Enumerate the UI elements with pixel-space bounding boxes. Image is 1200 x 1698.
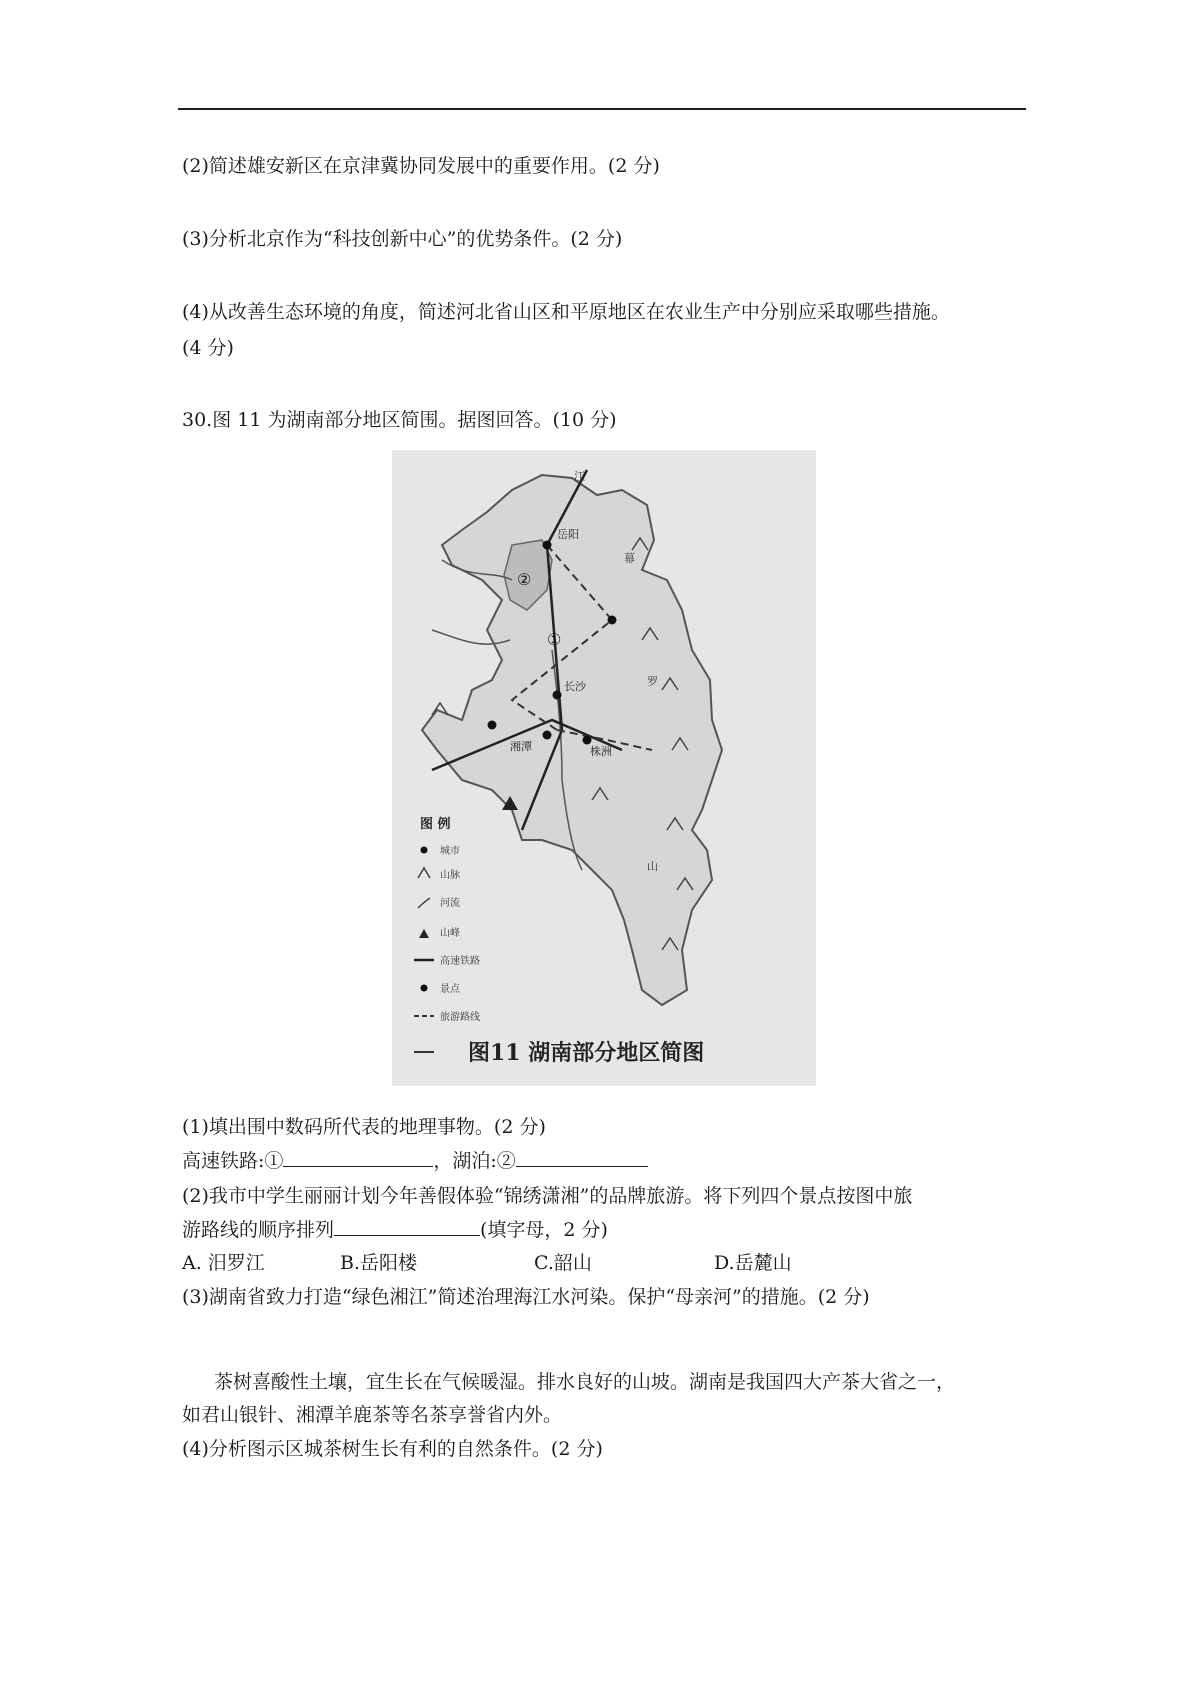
legend-mountain: 山脉 bbox=[440, 870, 460, 881]
answer-blank-3[interactable] bbox=[334, 1217, 480, 1236]
label-shan: 山 bbox=[647, 860, 658, 873]
city-label-yueyang: 岳阳 bbox=[557, 528, 579, 541]
marker-1: ① bbox=[547, 630, 562, 649]
sub-question-1-blanks bbox=[182, 1148, 648, 1173]
option-c: C.韶山 bbox=[534, 1252, 592, 1274]
header-rule bbox=[178, 108, 1026, 110]
city-label-zhuzhou: 株洲 bbox=[590, 745, 612, 758]
legend-river-icon bbox=[418, 898, 430, 908]
label-luo: 罗 bbox=[647, 675, 658, 688]
answer-blank-2[interactable] bbox=[516, 1148, 648, 1167]
q2-prefix: 游路线的顺序排列 bbox=[182, 1219, 335, 1241]
map-svg bbox=[392, 450, 816, 1086]
sub-question-2-line2 bbox=[182, 1217, 608, 1242]
option-d: D.岳麓山 bbox=[714, 1252, 792, 1274]
sub-question-2-line1: (2)我市中学生丽丽计划今年善假体验“锦绣潇湘”的品牌旅游。将下列四个景点按图中旅 bbox=[182, 1185, 913, 1207]
blank1-prefix: 高速铁路:① bbox=[182, 1150, 284, 1172]
label-mu: 幕 bbox=[624, 552, 635, 565]
blank2-prefix: ，湖泊:② bbox=[433, 1150, 516, 1172]
city-label-xiangtan: 湘潭 bbox=[510, 740, 532, 753]
legend-city-icon bbox=[421, 847, 428, 854]
city-dot bbox=[488, 721, 497, 730]
legend-city: 城市 bbox=[440, 846, 460, 857]
city-dot bbox=[543, 541, 552, 550]
city-dot bbox=[608, 616, 617, 625]
sub-question-4: (4)分析图示区城茶树生长有利的自然条件。(2 分) bbox=[182, 1438, 603, 1460]
legend-scenic: 景点 bbox=[440, 984, 460, 995]
city-label-changsha: 长沙 bbox=[564, 680, 586, 693]
q2-suffix: (填字母，2 分) bbox=[480, 1219, 608, 1241]
legend-river: 河流 bbox=[440, 898, 460, 909]
question-29-2: (2)简述雄安新区在京津冀协同发展中的重要作用。(2 分) bbox=[182, 155, 660, 177]
legend-title: 图 例 bbox=[420, 817, 451, 832]
legend-peak: 山峰 bbox=[440, 928, 460, 939]
map-caption: 图11 湖南部分地区简图 bbox=[468, 1040, 705, 1066]
legend-mountain-icon bbox=[418, 868, 430, 878]
sub-question-1: (1)填出围中数码所代表的地理事物。(2 分) bbox=[182, 1116, 546, 1138]
tea-paragraph-line1: 茶树喜酸性土壤，宜生长在气候暖湿。排水良好的山坡。湖南是我国四大产茶大省之一， bbox=[214, 1371, 956, 1393]
legend-route: 旅游路线 bbox=[440, 1012, 480, 1023]
hunan-map-figure bbox=[392, 450, 816, 1086]
option-a: A. 汨罗江 bbox=[182, 1252, 265, 1274]
question-30: 30.图 11 为湖南部分地区简围。据图回答。(10 分) bbox=[182, 409, 617, 431]
city-dot bbox=[583, 736, 592, 745]
label-jiang: 江 bbox=[574, 470, 585, 483]
city-dot bbox=[543, 731, 552, 740]
option-b: B.岳阳楼 bbox=[340, 1252, 418, 1274]
sub-question-3: (3)湖南省致力打造“绿色湘江”简述治理海江水河染。保护“母亲河”的措施。(2 分) bbox=[182, 1286, 870, 1308]
question-29-3: (3)分析北京作为“科技创新中心”的优势条件。(2 分) bbox=[182, 228, 623, 250]
question-29-4-line1: (4)从改善生态环境的角度，简述河北省山区和平原地区在农业生产中分别应采取哪些措施。 bbox=[182, 301, 950, 323]
region-outline bbox=[422, 475, 722, 1005]
city-dot bbox=[553, 691, 562, 700]
answer-blank-1[interactable] bbox=[283, 1148, 433, 1167]
legend-railway: 高速铁路 bbox=[440, 956, 480, 967]
question-29-4-line2: (4 分) bbox=[182, 337, 234, 359]
legend-scenic-icon bbox=[421, 985, 428, 992]
marker-2: ② bbox=[517, 570, 532, 589]
legend-peak-icon bbox=[419, 929, 429, 938]
tea-paragraph-line2: 如君山银针、湘潭羊鹿茶等名茶享誉省内外。 bbox=[182, 1404, 563, 1426]
